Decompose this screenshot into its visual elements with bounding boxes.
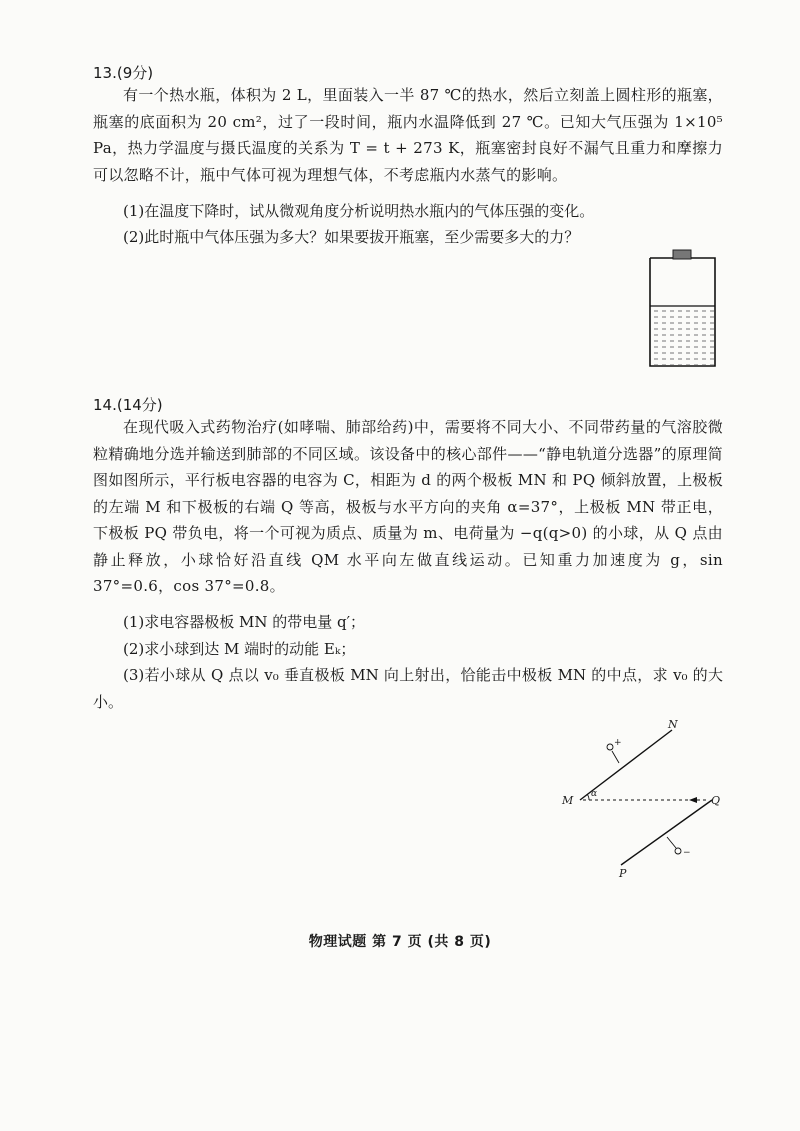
bottle-stopper [673,250,691,259]
q13-subquestion-2: (2)此时瓶中气体压强为多大？如果要拔开瓶塞，至少需要多大的力？ [123,228,580,246]
q14-body: 在现代吸入式药物治疗(如哮喘、肺部给药)中，需要将不同大小、不同带药量的气溶胶微粒精确地分选并输送到肺部的不同区域。该设备中的核心部件——“静电轨道分选器”的原理简图如图所示，平行板电容器的电容为 C，相距为 d 的两个极板 MN 和 PQ 倾斜放置，上极板的左端 M 和下极板的右端 Q 等高，极板与水平方向的夹角 α=37°，上极板 MN 带正电，下极板 PQ 带负电，将一个可视为质点、质量为 m、电荷量为 −q(q>0) 的小球，从 Q 点由静止释放，小球恰好沿直线 QM 水平向左做直线运动。已知重力加速度为 g，sin 37°=0.6，cos 37°=0.8。 [93,418,723,595]
label-minus: − [683,848,691,858]
thermos-diagram [645,248,720,370]
label-n: N [668,718,678,731]
q14-header: 14.(14分) [93,396,163,414]
positive-lead [612,751,619,763]
q13-subquestion-1: (1)在温度下降时，试从微观角度分析说明热水瓶内的气体压强的变化。 [123,202,595,220]
capacitor-diagram [555,715,730,880]
label-m: M [562,794,574,807]
positive-terminal [607,744,613,750]
motion-arrow [689,797,697,803]
angle-arc [587,794,589,800]
page-footer: 物理试题 第 7 页 (共 8 页) [308,934,492,950]
negative-lead [667,837,676,848]
q14-subquestion-1: (1)求电容器极板 MN 的带电量 q′； [123,613,366,631]
q13-header: 13.(9分) [93,64,154,82]
plate-pq [621,800,712,865]
label-plus: + [614,738,622,748]
q13-body: 有一个热水瓶，体积为 2 L，里面装入一半 87 ℃的热水，然后立刻盖上圆柱形的瓶塞，瓶塞的底面积为 20 cm²，过了一段时间，瓶内水温降低到 27 ℃。已知大气压强为 1×10⁵ Pa，热力学温度与摄氏温度的关系为 T = t + 273 K，瓶塞密封良好不漏气且重力和摩擦力可以忽略不计，瓶中气体可视为理想气体，不考虑瓶内水蒸气的影响。 [93,86,723,184]
label-p: P [619,867,627,880]
negative-terminal [675,848,681,854]
q14-subquestion-3: (3)若小球从 Q 点以 v₀ 垂直极板 MN 向上射出，恰能击中极板 MN 的中点，求 v₀ 的大小。 [93,666,723,711]
bottle-water [651,306,714,365]
label-alpha: α [591,789,598,799]
label-q: Q [711,794,721,807]
q14-subquestion-2: (2)求小球到达 M 端时的动能 Eₖ； [123,640,356,658]
